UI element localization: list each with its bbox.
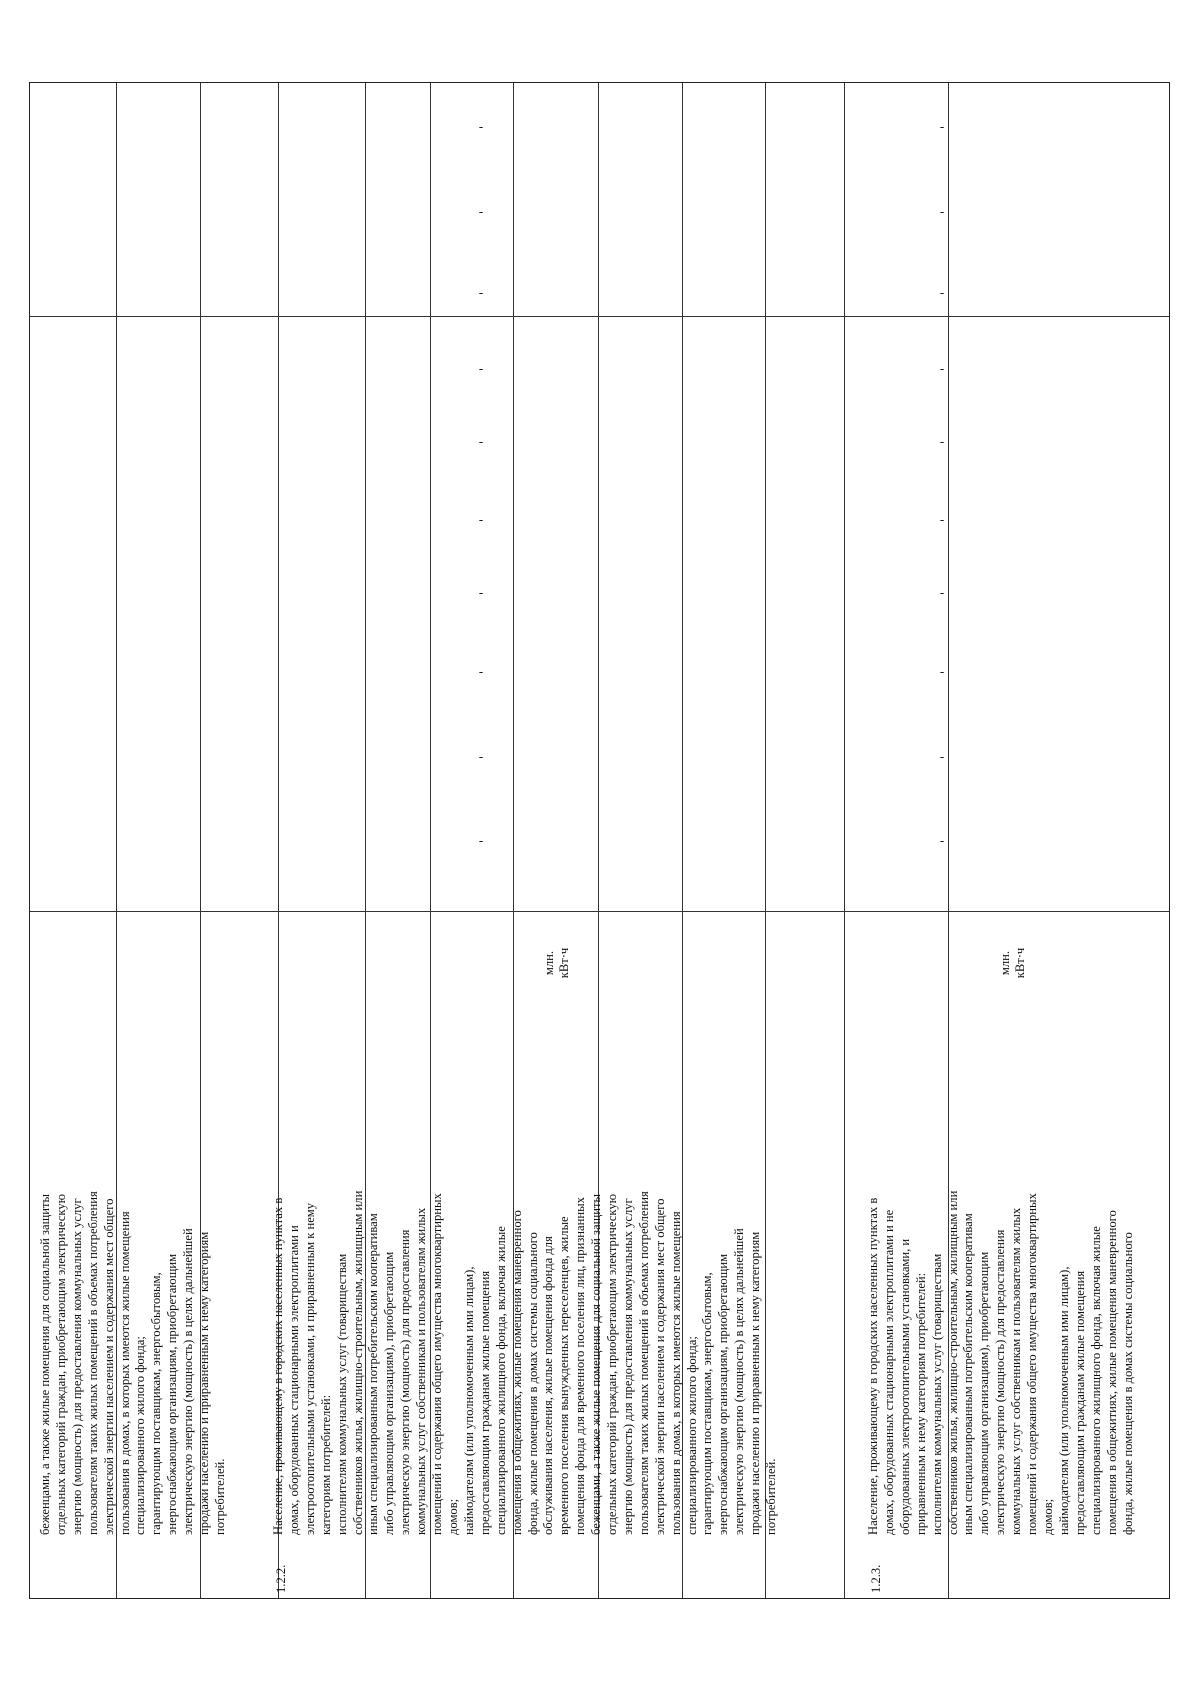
row-code: 1.2.2. — [274, 1564, 288, 1593]
row-description: беженцами, а также жилые помещения для социальной защиты отдельных категорий граждан, приобретающим электрическую энергию (мощность) для предоставления коммунальных услуг пользователям таких жилых помещений в объемах потребления электрической энергии населением и содержания мест общего пользования в домах, в которых имеются жилые помещения специализированного жилого фонда; гарантирующим поставщикам, энергосбытовым, энергоснабжающим организациям, приобретающим электрическую энергию (мощность) в целях дальнейшей продажи населению и приравненным к нему категориям потребителей. — [38, 1191, 227, 1535]
row-description: Население, проживающему в городских населенных пунктах в домах, оборудованных стационарными электроплитами и не оборудованных электроотопительными установками, и приравненным к нему категориям потребителей: исполнителям коммунальных услуг (товариществам собственников жилья, жилищно-строительным, жилищным или иным специализированным потребительским кооперативам либо управляющим организациям), приобретающим электрическую энергию (мощность) для предоставления коммунальных услуг собственникам и пользователям жилых помещений и содержания общего имущества многоквартирных домов; наймодателям (или уполномоченным ими лицам), предоставляющим гражданам жилые помещения специализированного жилищного фонда, включая жилые помещения в общежитиях, жилые помещения маневренного фонда, жилые помещения в домах системы социального — [866, 1190, 1135, 1535]
unit-label: млн. кВт·ч — [542, 947, 571, 979]
row-description: Население, проживающему в городских населенных пунктах в домах, оборудованных стационарными электроплитами и электроотопительными установками, и приравненным к нему категориям потребителей: исполнителям коммунальных услуг (товариществам собственников жилья, жилищно-строительным, жилищным или иным специализированным потребительским кооперативам либо управляющим организациям), приобретающим электрическую энергию (мощность) для предоставления коммунальных услуг собственникам и пользователям жилых помещений и содержания общего имущества многоквартирных домов; наймодателям (или уполномоченным ими лицам), предоставляющим гражданам жилые помещения специализированного жилищного фонда, включая жилые помещения в общежитиях, жилые помещения маневренного фонда, жилые помещения в домах системы социального обслуживания населения, жилые помещения фонда для временного поселения вынужденных переселенцев, жилые помещения фонда для временного поселения лиц, признанных беженцами, а также жилые помещения для социальной защиты отдельных категорий граждан, приобретающим электрическую энергию (мощность) для предоставления коммунальных услуг пользователям таких жилых помещений в объемах потребления электрической энергии населением и содержания мест общего пользования в домах, в которых имеются жилые помещения специализированного жилого фонда; гарантирующим поставщикам, энергосбытовым, энергоснабжающим организациям, приобретающим электрическую энергию (мощность) в целях дальнейшей продажи населению и приравненным к нему категориям потребителей. — [271, 1190, 779, 1535]
value-cell: - — [478, 584, 484, 600]
value-cell: - — [939, 118, 945, 134]
value-cell: - — [478, 433, 484, 449]
value-cell: - — [478, 663, 484, 679]
column-separator — [844, 83, 845, 1598]
value-cell: - — [478, 748, 484, 764]
value-cell: - — [478, 360, 484, 376]
value-cell: - — [939, 663, 945, 679]
value-cell: - — [478, 832, 484, 848]
value-cell: - — [939, 360, 945, 376]
value-cell: - — [939, 203, 945, 219]
value-cell: - — [939, 511, 945, 527]
row-code: 1.2.3. — [869, 1564, 883, 1593]
unit-label: млн. кВт·ч — [998, 947, 1027, 979]
value-cell: - — [939, 284, 945, 300]
value-cell: - — [478, 284, 484, 300]
value-cell: - — [939, 433, 945, 449]
value-cell: - — [478, 511, 484, 527]
value-cell: - — [939, 832, 945, 848]
tariff-table — [29, 82, 1170, 1599]
value-cell: - — [478, 203, 484, 219]
value-cell: - — [939, 748, 945, 764]
value-cell: - — [939, 584, 945, 600]
value-cell: - — [478, 118, 484, 134]
